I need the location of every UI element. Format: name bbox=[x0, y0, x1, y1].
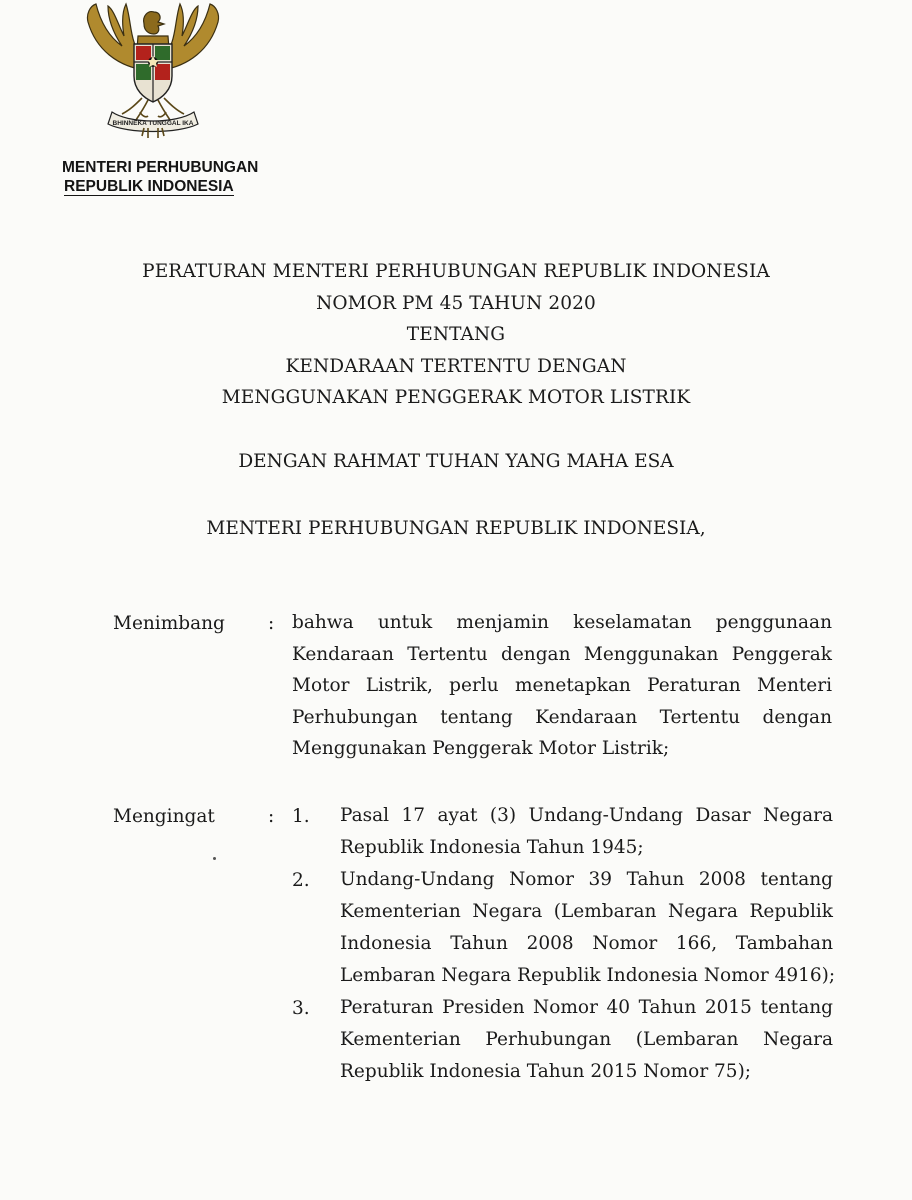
text-line: Kementerian Perhubungan (Lembaran Negara bbox=[340, 1029, 833, 1050]
regulation-title bbox=[0, 256, 912, 414]
text-line: Kementerian Negara (Lembaran Negara Republik bbox=[340, 901, 833, 922]
text-line: Republik Indonesia Tahun 1945; bbox=[340, 837, 644, 858]
title-line: KENDARAAN TERTENTU DENGAN bbox=[285, 355, 627, 377]
text-line: Lembaran Negara Republik Indonesia Nomor 4916); bbox=[340, 965, 836, 986]
garuda-emblem-icon bbox=[78, 0, 228, 142]
text-line: Perhubungan tentang Kendaraan Tertentu dengan bbox=[292, 706, 832, 728]
menimbang-text bbox=[292, 607, 832, 765]
title-line: MENGGUNAKAN PENGGERAK MOTOR LISTRIK bbox=[221, 387, 691, 408]
menimbang-colon: : bbox=[268, 613, 275, 634]
menimbang-label: Menimbang bbox=[113, 613, 225, 634]
text-line: Kendaraan Tertentu dengan Menggunakan Penggerak bbox=[292, 643, 832, 665]
text-line: Republik Indonesia Tahun 2015 Nomor 75); bbox=[340, 1061, 752, 1082]
list-item bbox=[340, 992, 833, 1088]
text-line: Motor Listrik, perlu menetapkan Peraturan Menteri bbox=[292, 675, 832, 697]
ministry-header bbox=[62, 158, 258, 196]
text-line: Pasal 17 ayat (3) Undang-Undang Dasar Negara bbox=[340, 805, 833, 826]
invocation: DENGAN RAHMAT TUHAN YANG MAHA ESA bbox=[238, 451, 674, 472]
list-number: 3. bbox=[292, 998, 310, 1019]
list-number: 1. bbox=[292, 806, 310, 827]
text-line: Undang-Undang Nomor 39 Tahun 2008 tentang bbox=[340, 869, 833, 890]
regulation-number: NOMOR PM 45 TAHUN 2020 bbox=[316, 292, 596, 314]
text-line: Peraturan Presiden Nomor 40 Tahun 2015 tentang bbox=[340, 997, 833, 1018]
list-item bbox=[340, 864, 836, 992]
text-line: bahwa untuk menjamin keselamatan penggunaan bbox=[292, 612, 832, 633]
title-line: TENTANG bbox=[406, 324, 506, 345]
enactor: MENTERI PERHUBUNGAN REPUBLIK INDONESIA, bbox=[206, 518, 706, 539]
mengingat-label: Mengingat bbox=[113, 806, 215, 827]
text-line: Menggunakan Penggerak Motor Listrik; bbox=[292, 738, 670, 760]
list-item bbox=[340, 800, 833, 864]
list-number: 2. bbox=[292, 870, 310, 891]
ministry-title: MENTERI PERHUBUNGAN bbox=[62, 159, 259, 176]
text-line: Indonesia Tahun 2008 Nomor 166, Tambahan bbox=[340, 933, 833, 954]
title-line: PERATURAN MENTERI PERHUBUNGAN REPUBLIK INDONESIA bbox=[142, 261, 770, 282]
ministry-country: REPUBLIK INDONESIA bbox=[64, 178, 234, 195]
emblem-motto: BHINNEKA TUNGGAL IKA bbox=[112, 120, 194, 127]
scan-speck bbox=[213, 857, 216, 860]
mengingat-colon: : bbox=[268, 806, 275, 827]
